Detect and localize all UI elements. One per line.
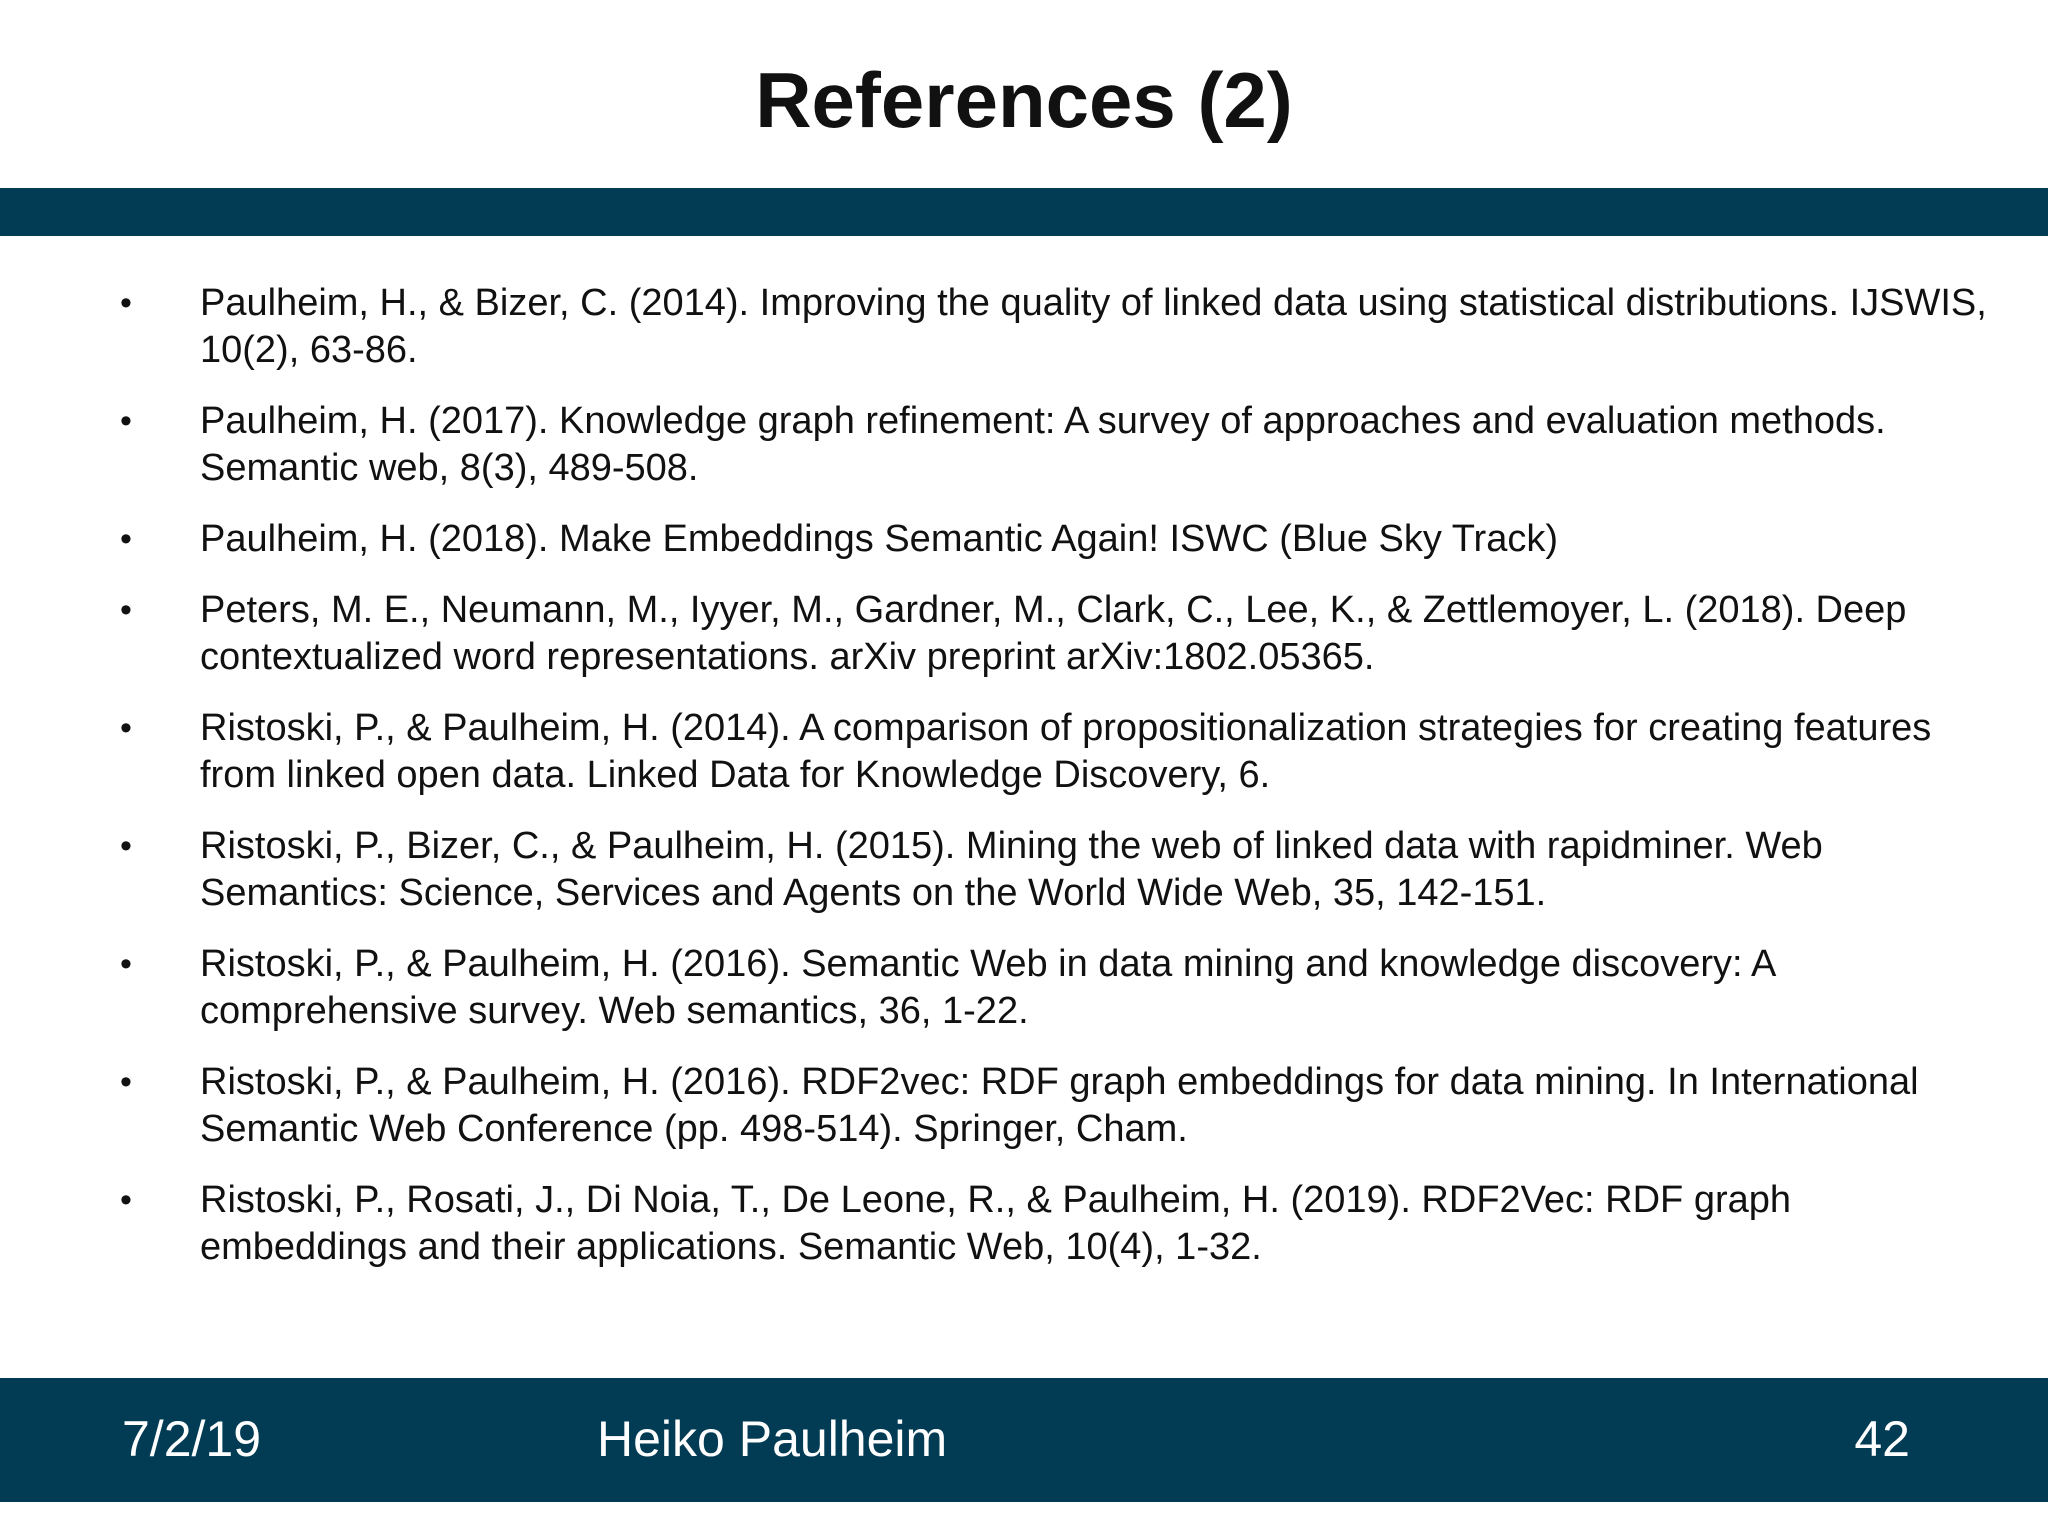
bullet-icon: •: [120, 1181, 132, 1219]
reference-item: [0, 280, 2048, 374]
footer-page-number: 42: [1854, 1411, 1910, 1467]
reference-item: [0, 516, 2048, 563]
footer-author: Heiko Paulheim: [597, 1411, 948, 1467]
bullet-icon: •: [120, 520, 132, 558]
reference-text: Ristoski, P., Rosati, J., Di Noia, T., De Leone, R., & Paulheim, H. (2019). RDF2Vec: RDF graph embeddings and their applications. Semantic Web, 10(4), 1-32.: [200, 1179, 1792, 1268]
reference-item: [0, 705, 2048, 799]
bullet-icon: •: [120, 284, 132, 322]
reference-item: [0, 398, 2048, 492]
reference-text: Ristoski, P., & Paulheim, H. (2014). A comparison of propositionalization strategies for creating features from linked open data. Linked Data for Knowledge Discovery, 6.: [200, 707, 1932, 796]
bullet-icon: •: [120, 827, 132, 865]
reference-item: [0, 941, 2048, 1035]
reference-item: [0, 587, 2048, 681]
reference-text: Peters, M. E., Neumann, M., Iyyer, M., Gardner, M., Clark, C., Lee, K., & Zettlemoyer, L. (2018). Deep contextualized word representations. arXiv preprint arXiv:1802.05365.: [200, 589, 1907, 678]
reference-item: [0, 1059, 2048, 1153]
reference-text: Ristoski, P., & Paulheim, H. (2016). Semantic Web in data mining and knowledge discovery: A comprehensive survey. Web semantics, 36, 1-22.: [200, 943, 1775, 1032]
header-divider-bar: [0, 188, 2048, 236]
bullet-icon: •: [120, 402, 132, 440]
reference-text: Paulheim, H. (2018). Make Embeddings Semantic Again! ISWC (Blue Sky Track): [200, 518, 1558, 560]
bullet-icon: •: [120, 1063, 132, 1101]
reference-list: [0, 280, 2048, 1295]
reference-text: Ristoski, P., Bizer, C., & Paulheim, H. (2015). Mining the web of linked data with rapidminer. Web Semantics: Science, Services and Agents on the World Wide Web, 35, 142-151.: [200, 825, 1823, 914]
bullet-icon: •: [120, 591, 132, 629]
bullet-icon: •: [120, 709, 132, 747]
footer-bar: [0, 1378, 2048, 1502]
reference-text: Ristoski, P., & Paulheim, H. (2016). RDF2vec: RDF graph embeddings for data mining. In International Semantic Web Conference (pp. 498-514). Springer, Cham.: [200, 1061, 1919, 1150]
reference-text: Paulheim, H. (2017). Knowledge graph refinement: A survey of approaches and evaluation methods. Semantic web, 8(3), 489-508.: [200, 400, 1886, 489]
reference-text: Paulheim, H., & Bizer, C. (2014). Improving the quality of linked data using statistical distributions. IJSWIS, 10(2), 63-86.: [200, 282, 1987, 371]
bullet-icon: •: [120, 945, 132, 983]
slide-title: References (2): [755, 56, 1293, 144]
reference-item: [0, 1177, 2048, 1271]
footer-date: 7/2/19: [122, 1411, 262, 1467]
reference-item: [0, 823, 2048, 917]
